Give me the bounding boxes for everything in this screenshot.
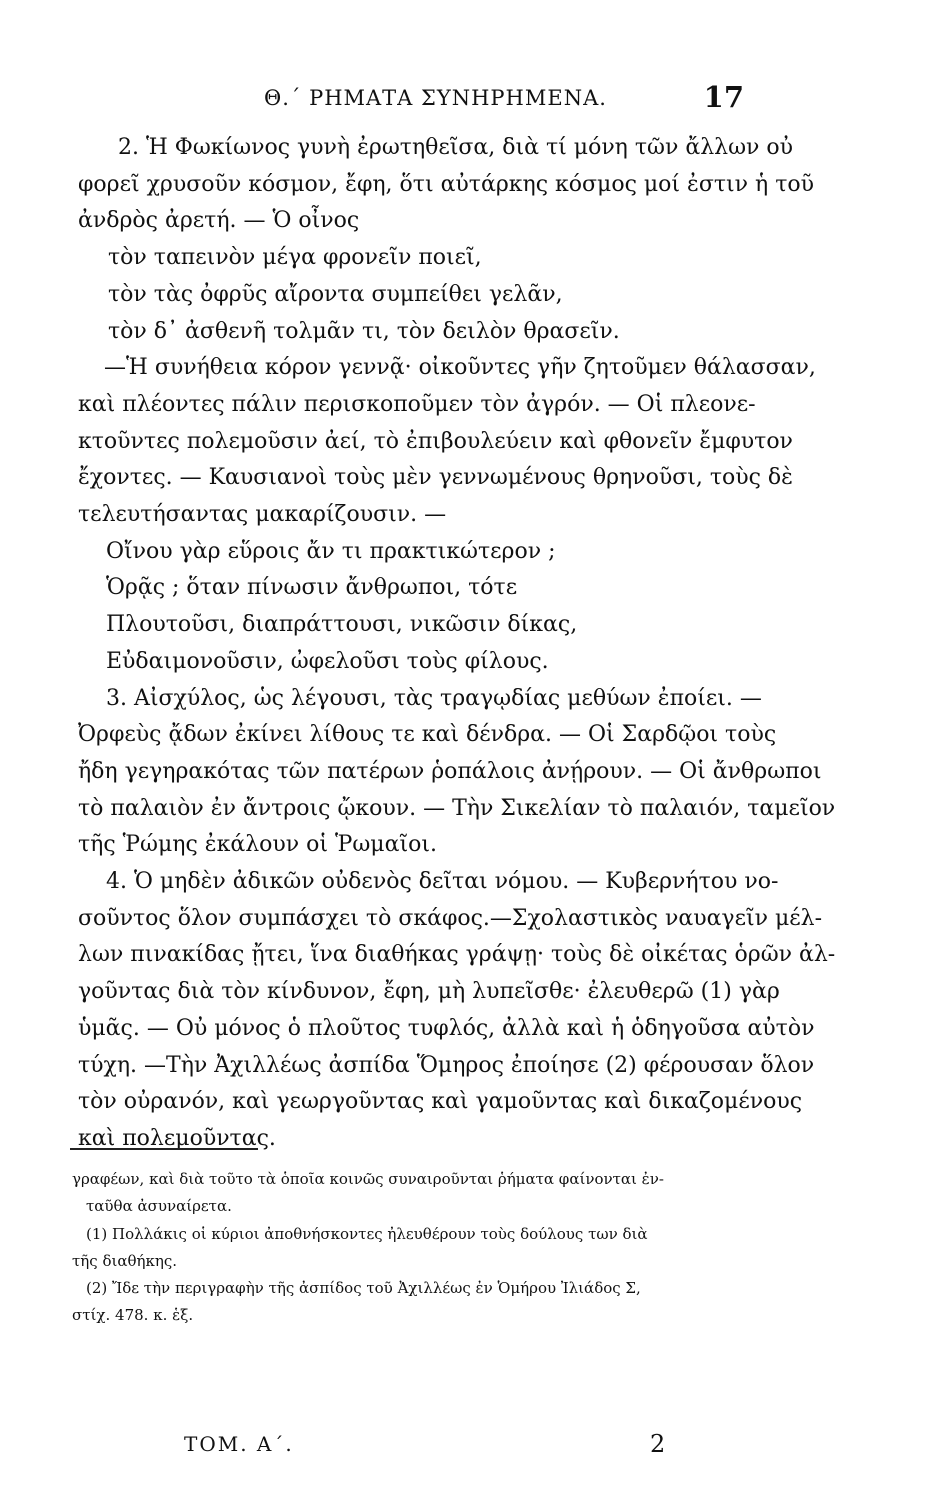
- text-line: τῆς Ῥώμης ἐκάλουν οἱ Ῥωμαῖοι.: [78, 832, 437, 858]
- text-line: φορεῖ χρυσοῦν κόσμον, ἔφη, ὅτι αὐτάρκης κόσμος μοί ἐστιν ἡ τοῦ: [78, 171, 814, 197]
- text-line: 4. Ὁ μηδὲν ἀδικῶν οὐδενὸς δεῖται νόμου. — Κυβερνήτου νο-: [106, 869, 779, 895]
- footnote-line: (2) Ἴδε τὴν περιγραφὴν τῆς ἀσπίδος τοῦ Ἀχιλλέως ἐν Ὁμήρου Ἰλιάδος Σ,: [86, 1279, 641, 1298]
- footnote-divider: [70, 1148, 258, 1150]
- text-line: 3. Αἰσχύλος, ὡς λέγουσι, τὰς τραγῳδίας μεθύων ἐποίει. —: [106, 685, 762, 711]
- footnote-line: ταῦθα ἀσυναίρετα.: [86, 1197, 232, 1216]
- sheet-number: 2: [650, 1430, 666, 1458]
- text-line: τὸν οὐρανόν, καὶ γεωργοῦντας καὶ γαμοῦντας καὶ δικαζομένους: [78, 1089, 803, 1115]
- volume-signature: ΤΟΜ. Α΄.: [184, 1432, 294, 1456]
- text-line: τύχη. —Τὴν Ἀχιλλέως ἀσπίδα Ὅμηρος ἐποίησε (2) φέρουσαν ὅλον: [78, 1052, 815, 1078]
- text-line: τελευτήσαντας μακαρίζουσιν. —: [78, 502, 447, 528]
- verse-line: Ὁρᾷς ; ὅταν πίνωσιν ἄνθρωποι, τότε: [106, 575, 518, 601]
- text-line: Ὀρφεὺς ᾄδων ἐκίνει λίθους τε καὶ δένδρα. — Οἱ Σαρδῷοι τοὺς: [78, 722, 777, 748]
- running-title: Θ.΄ ΡΗΜΑΤΑ ΣΥΝΗΡΗΜΕΝΑ.: [264, 86, 607, 110]
- verse-line: τὸν δ᾽ ἀσθενῆ τολμᾶν τι, τὸν δειλὸν θρασεῖν.: [108, 318, 620, 344]
- text-line: 2. Ἡ Φωκίωνος γυνὴ ἐρωτηθεῖσα, διὰ τί μόνη τῶν ἄλλων οὐ: [118, 135, 794, 160]
- text-line: καὶ πλέοντες πάλιν περισκοποῦμεν τὸν ἀγρόν. — Οἱ πλεονε-: [78, 391, 756, 417]
- text-line: γοῦντας διὰ τὸν κίνδυνον, ἔφη, μὴ λυπεῖσθε· ἐλευθερῶ (1) γὰρ: [78, 979, 780, 1005]
- text-line: ἤδη γεγηρακότας τῶν πατέρων ῥοπάλοις ἀνῄρουν. — Οἱ ἄνθρωποι: [78, 758, 822, 784]
- page-header: [72, 80, 744, 116]
- main-text: [78, 130, 836, 1158]
- text-line: τὸ παλαιὸν ἐν ἄντροις ᾤκουν. — Τὴν Σικελίαν τὸ παλαιόν, ταμεῖον: [78, 795, 836, 821]
- text-line: σοῦντος ὅλον συμπάσχει τὸ σκάφος.—Σχολαστικὸς ναυαγεῖν μέλ-: [78, 905, 823, 931]
- verse-line: τὸν τὰς ὀφρῦς αἴροντα συμπείθει γελᾶν,: [108, 281, 563, 307]
- footnotes: [72, 1166, 744, 1330]
- text-line: καὶ πολεμοῦντας.: [78, 1125, 276, 1151]
- verse-line: Πλουτοῦσι, διαπράττουσι, νικῶσιν δίκας,: [106, 612, 578, 638]
- verse-line: Οἴνου γὰρ εὕροις ἄν τι πρακτικώτερον ;: [106, 538, 556, 564]
- verse-line: Εὐδαιμονοῦσιν, ὠφελοῦσι τοὺς φίλους.: [106, 648, 549, 674]
- verse-line: τὸν ταπεινὸν μέγα φρονεῖν ποιεῖ,: [108, 245, 482, 271]
- text-line: ἔχοντες. — Καυσιανοὶ τοὺς μὲν γεννωμένους θρηνοῦσι, τοὺς δὲ: [78, 465, 793, 491]
- text-line: λων πινακίδας ᾔτει, ἵνα διαθήκας γράψῃ· τοὺς δὲ οἰκέτας ὁρῶν ἀλ-: [78, 942, 836, 968]
- text-line: κτοῦντες πολεμοῦσιν ἀεί, τὸ ἐπιβουλεύειν καὶ φθονεῖν ἔμφυτον: [78, 428, 793, 454]
- text-line: ἀνδρὸς ἀρετή. — Ὁ οἶνος: [78, 208, 360, 234]
- footnote-line: στίχ. 478. κ. ἑξ.: [72, 1306, 194, 1325]
- page-number: 17: [703, 80, 744, 114]
- text-line: ὑμᾶς. — Οὐ μόνος ὁ πλοῦτος τυφλός, ἀλλὰ καὶ ἡ ὁδηγοῦσα αὐτὸν: [78, 1015, 815, 1041]
- footnote-line: τῆς διαθήκης.: [72, 1251, 178, 1270]
- footnote-line: γραφέων, καὶ διὰ τοῦτο τὰ ὁποῖα κοινῶς συναιροῦνται ῥήματα φαίνονται ἐν-: [72, 1170, 664, 1188]
- text-line: —Ἡ συνήθεια κόρον γεννᾷ· οἰκοῦντες γῆν ζητοῦμεν θάλασσαν,: [104, 355, 816, 381]
- footnote-line: (1) Πολλάκις οἱ κύριοι ἀποθνήσκοντες ἠλευθέρουν τοὺς δούλους των διὰ: [86, 1224, 648, 1243]
